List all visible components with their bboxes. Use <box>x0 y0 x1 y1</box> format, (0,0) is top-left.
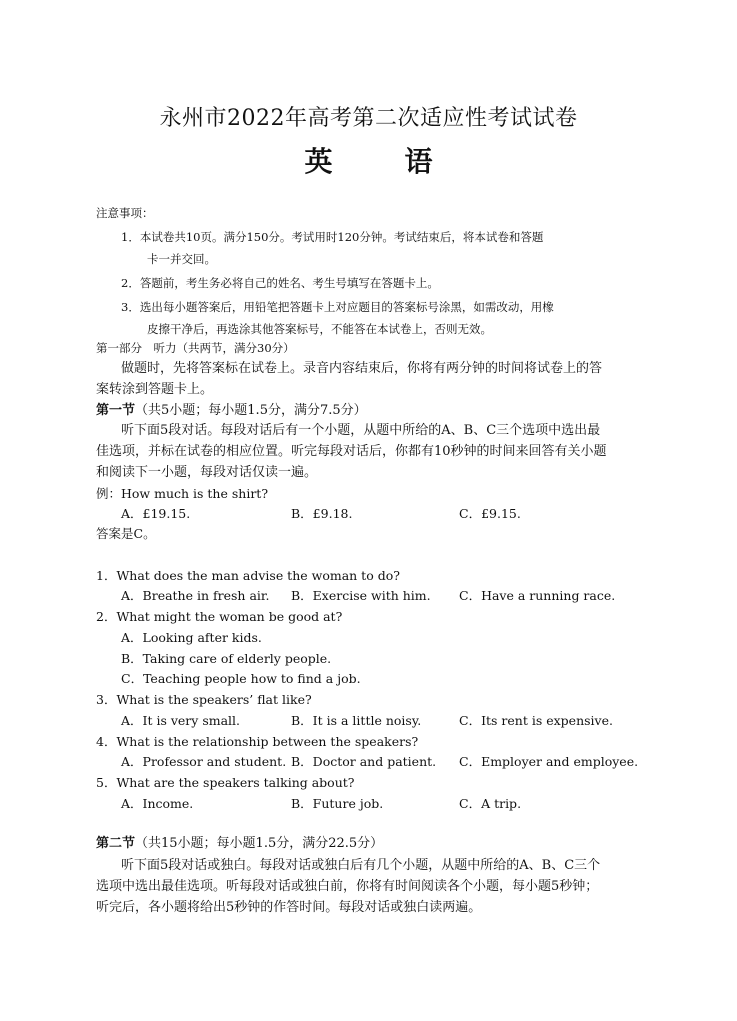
question-4-option-b: B．Doctor and patient. <box>291 754 437 769</box>
question-1-option-b: B．Exercise with him. <box>291 588 431 603</box>
question-4-option-c: C．Employer and employee. <box>459 754 639 769</box>
notice-item-1-cont: 卡一并交回。 <box>147 252 216 266</box>
example-option-a: A．£19.15. <box>121 506 191 521</box>
question-3-option-c: C．Its rent is expensive. <box>459 713 613 728</box>
question-1-option-c: C．Have a running race. <box>459 588 616 603</box>
question-4: 4．What is the relationship between the speakers? <box>96 734 419 749</box>
section1-heading-rest: （共5小题；每小题1.5分，满分7.5分） <box>135 403 367 418</box>
question-4-option-a: A．Professor and student. <box>121 754 287 769</box>
question-5-option-b: B．Future job. <box>291 796 384 811</box>
section1-intro-line3: 和阅读下一小题，每段对话仅读一遍。 <box>96 465 318 480</box>
example-option-b: B．£9.18. <box>291 506 353 521</box>
question-2-option-b: B．Taking care of elderly people. <box>121 651 332 666</box>
question-1: 1．What does the man advise the woman to do? <box>96 568 400 583</box>
subject-title: 英 语 <box>304 145 455 178</box>
section1-heading <box>96 401 367 421</box>
question-3-option-b: B．It is a little noisy. <box>291 713 422 728</box>
notice-heading: 注意事项： <box>96 206 154 220</box>
question-2-option-a: A．Looking after kids. <box>121 630 262 645</box>
question-5-option-a: A．Income. <box>121 796 194 811</box>
example-option-c: C．£9.15. <box>459 506 521 521</box>
question-5-option-c: C．A trip. <box>459 796 522 811</box>
example-question: 例：How much is the shirt? <box>96 486 269 501</box>
section1-intro-line1: 听下面5段对话。每段对话后有一个小题，从题中所给的A、B、C三个选项中选出最 <box>121 423 601 438</box>
part1-intro-line1: 做题时，先将答案标在试卷上。录音内容结束后，你将有两分钟的时间将试卷上的答 <box>121 361 603 376</box>
question-2-option-c: C．Teaching people how to find a job. <box>121 671 361 686</box>
notice-item-3: 3．选出每小题答案后，用铅笔把答题卡上对应题目的答案标号涂黑，如需改动，用橡 <box>121 300 554 314</box>
part1-heading: 第一部分 听力（共两节，满分30分） <box>96 341 295 355</box>
section2-heading-bold: 第二节 <box>96 836 136 851</box>
section2-heading-rest: （共15小题；每小题1.5分，满分22.5分） <box>135 836 384 851</box>
notice-item-2: 2．答题前，考生务必将自己的姓名、考生号填写在答题卡上。 <box>121 276 439 290</box>
question-3-option-a: A．It is very small. <box>121 713 241 728</box>
exam-title: 永州市2022年高考第二次适应性考试试卷 <box>159 106 578 131</box>
question-3: 3．What is the speakers’ flat like? <box>96 692 312 707</box>
section2-intro-line3: 听完后，各小题将给出5秒钟的作答时间。每段对话或独白读两遍。 <box>96 900 482 915</box>
question-2: 2．What might the woman be good at? <box>96 609 343 624</box>
question-5: 5．What are the speakers talking about? <box>96 775 355 790</box>
section2-heading <box>96 834 383 854</box>
notice-item-1: 1．本试卷共10页。满分150分。考试用时120分钟。考试结束后，将本试卷和答题 <box>121 230 544 244</box>
question-1-option-a: A．Breathe in fresh air. <box>121 588 270 603</box>
example-answer: 答案是C。 <box>96 526 156 541</box>
part1-intro-line2: 案转涂到答题卡上。 <box>96 382 214 397</box>
notice-item-3-cont: 皮擦干净后，再选涂其他答案标号，不能答在本试卷上，否则无效。 <box>147 322 492 336</box>
section2-intro-line2: 选项中选出最佳选项。听每段对话或独白前，你将有时间阅读各个小题，每小题5秒钟； <box>96 879 599 894</box>
section2-intro-line1: 听下面5段对话或独白。每段对话或独白后有几个小题，从题中所给的A、B、C三个 <box>121 858 601 873</box>
section1-intro-line2: 佳选项，并标在试卷的相应位置。听完每段对话后，你都有10秒钟的时间来回答有关小题 <box>96 444 607 459</box>
section1-heading-bold: 第一节 <box>96 403 136 418</box>
